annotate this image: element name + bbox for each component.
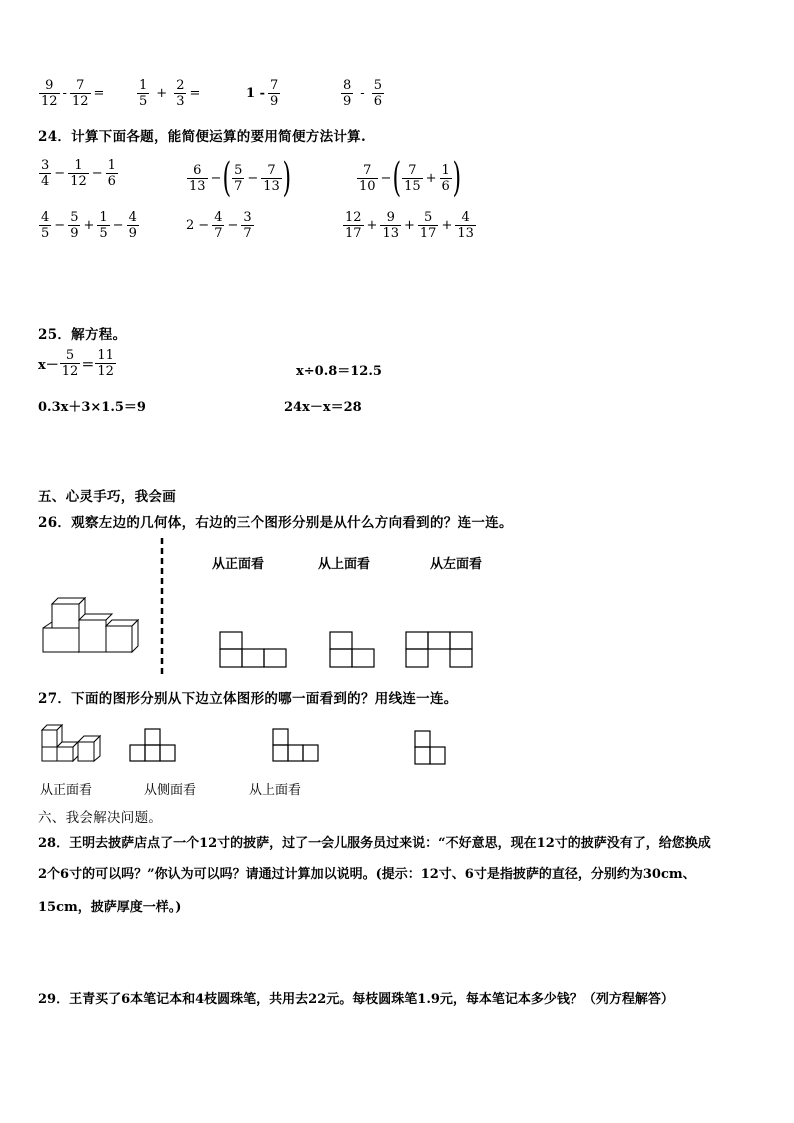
top-expr-4: $\frac{8}{9}$ - $\frac{5}{6}$ (343, 78, 382, 109)
q26-title: 26．观察左边的几何体，右边的三个图形分别是从什么方向看到的？连一连。 (38, 515, 513, 531)
q27-solid-figure (40, 722, 102, 764)
q27-title: 27．下面的图形分别从下边立体图形的哪一面看到的？用线连一连。 (38, 691, 458, 707)
top-expr-2: $\frac{1}{5}$ + $\frac{2}{3}$ = (139, 78, 201, 109)
q26-label-left: 从左面看 (430, 557, 483, 572)
fraction: $\frac{2}{3}$ (176, 78, 185, 109)
fraction: $\frac{7}{12}$ (71, 78, 89, 109)
q24-expr-5: 2 − $\frac{4}{7}$ − $\frac{3}{7}$ (186, 210, 252, 241)
section-6-heading: 六、我会解决问题。 (38, 810, 163, 826)
q29-text: 29．王青买了6本笔记本和4枝圆珠笔，共用去22元。每枝圆珠笔1.9元，每本笔记本多少钱？（列方程解答） (38, 992, 674, 1007)
q25-eq-4: 24x－x＝28 (284, 400, 362, 415)
q28-line-3: 15cm，披萨厚度一样。) (38, 900, 182, 915)
section-5-heading: 五、心灵手巧，我会画 (38, 489, 176, 505)
q27-view-shape-2 (272, 728, 322, 764)
q25-title: 25．解方程。 (38, 327, 127, 343)
q26-label-front: 从正面看 (212, 557, 265, 572)
q24-expr-3: $\frac{7}{10}$ − ( $\frac{7}{15}$ + $\frac{1}{6}$ ) (359, 155, 461, 201)
fraction: $\frac{5}{6}$ (373, 78, 382, 109)
q24-expr-4: $\frac{4}{5}$ − $\frac{5}{9}$ + $\frac{1}{5}$ − $\frac{4}{9}$ (41, 210, 137, 241)
q25-eq-3: 0.3x＋3×1.5＝9 (38, 400, 146, 415)
q28-line-2: 2个6寸的可以吗？”你认为可以吗？请通过计算加以说明。(提示：12寸、6寸是指披萨的直径，分别约为30cm、 (38, 867, 696, 882)
q25-eq-1: x－ $\frac{5}{12}$ ＝ $\frac{11}{12}$ (38, 348, 114, 379)
q24-title: 24．计算下面各题，能简便运算的要用简便方法计算. (38, 129, 366, 145)
q24-expr-2: $\frac{6}{13}$ − ( $\frac{5}{7}$ − $\frac{7}{13}$ ) (189, 155, 291, 201)
q26-divider (160, 538, 164, 678)
q26-view-shape-1 (219, 631, 289, 669)
q27-view-shape-1 (129, 728, 179, 764)
q26-solid-figure (40, 596, 140, 654)
q24-expr-1: $\frac{3}{4}$ − $\frac{1}{12}$ − $\frac{1}{6}$ (41, 158, 116, 189)
q26-view-shape-2 (329, 631, 377, 669)
q26-view-shape-3 (405, 631, 475, 669)
q24-expr-6: $\frac{12}{17}$ + $\frac{9}{13}$ + $\frac{5}{17}$ + $\frac{4}{13}$ (345, 210, 474, 241)
top-expr-1: $\frac{9}{12}$ - $\frac{7}{12}$ = (41, 78, 105, 109)
q25-eq-2: x÷0.8＝12.5 (296, 364, 382, 379)
fraction: $\frac{7}{9}$ (269, 78, 279, 109)
fraction: $\frac{9}{12}$ (41, 78, 58, 109)
q27-label-top: 从上面看 (249, 783, 302, 798)
top-expr-3: 1 - $\frac{7}{9}$ (246, 78, 279, 109)
q28-line-1: 28．王明去披萨店点了一个12寸的披萨，过了一会儿服务员过来说：“不好意思，现在12寸的披萨没有了，给您换成 (38, 836, 711, 851)
q27-label-front: 从正面看 (40, 783, 93, 798)
fraction: $\frac{1}{5}$ (139, 78, 148, 109)
q26-label-top: 从上面看 (318, 557, 371, 572)
q27-view-shape-3 (414, 730, 448, 768)
fraction: $\frac{8}{9}$ (343, 78, 352, 109)
q27-label-side: 从侧面看 (144, 783, 197, 798)
